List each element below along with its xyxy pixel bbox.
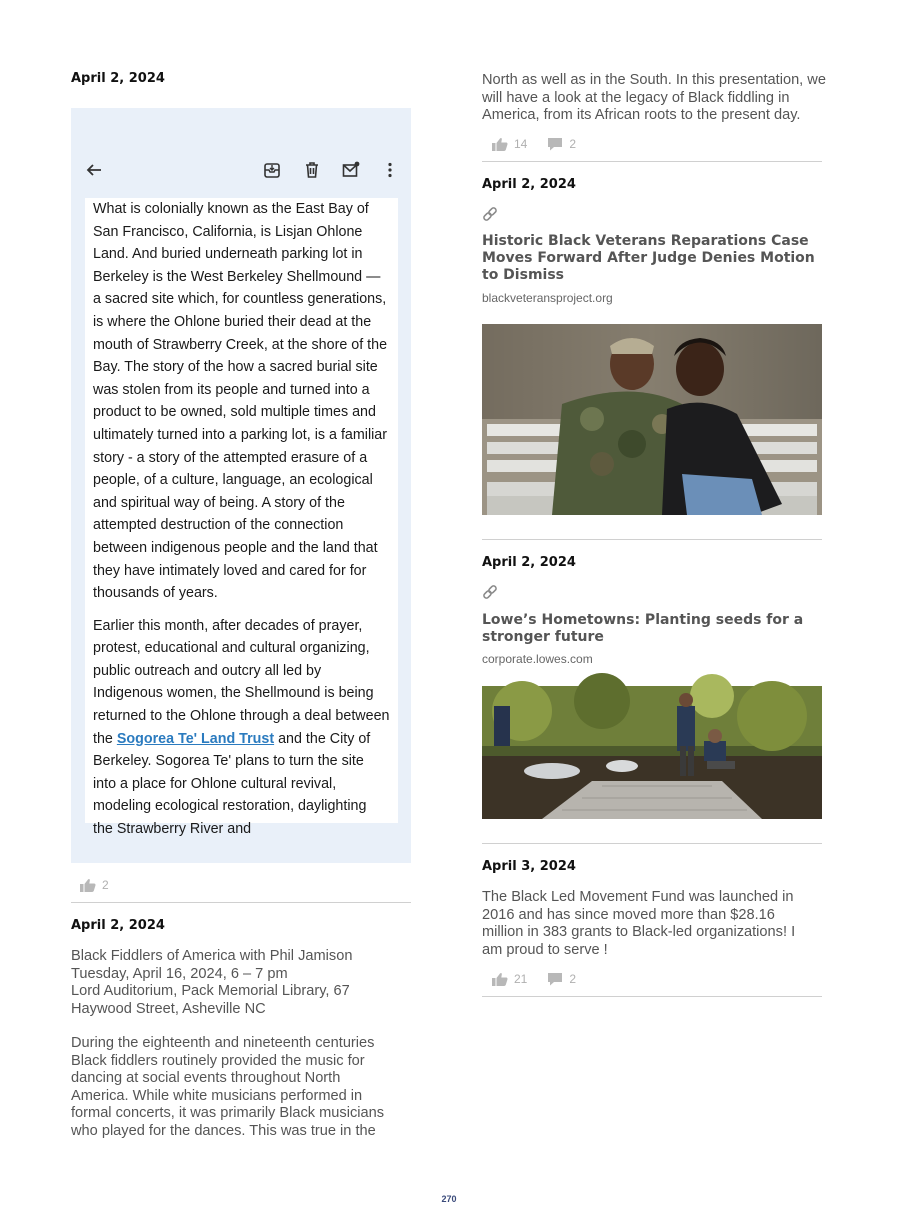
email-paragraph xyxy=(85,615,398,841)
archive-icon xyxy=(263,161,281,179)
link-icon xyxy=(482,206,498,222)
garden-photo-image xyxy=(482,686,822,819)
event-description: During the eighteenth and nineteenth centuries Black fiddlers routinely provided the music for dancing at social events throughout North America. While white musicians performed in formal concerts, it was primarily Black musicians who played for the dances. This was true in the xyxy=(71,1035,385,1139)
thumbs-up-icon xyxy=(492,137,508,151)
trash-icon xyxy=(303,161,321,179)
more-vert-icon xyxy=(381,161,399,179)
post-stats xyxy=(80,878,129,892)
veterans-photo-image xyxy=(482,324,822,515)
post-text-continued: North as well as in the South. In this presentation, we will have a look at the legacy of Black fiddling in America, from its African roots to the present day. xyxy=(482,72,826,123)
post-stats xyxy=(492,972,596,986)
like-count: 2 xyxy=(102,878,109,892)
comment-icon xyxy=(547,972,563,986)
thumbs-up-icon xyxy=(492,972,508,986)
link-icon xyxy=(482,584,498,600)
link-domain: blackveteransproject.org xyxy=(482,291,613,305)
event-title: Black Fiddlers of America with Phil Jamison xyxy=(71,948,353,964)
comment-count: 2 xyxy=(569,972,577,986)
comment-icon xyxy=(547,137,563,151)
divider xyxy=(71,902,411,903)
event-location: Lord Auditorium, Pack Memorial Library, 67 Haywood Street, Asheville NC xyxy=(71,983,350,1017)
post-date: April 2, 2024 xyxy=(71,918,165,933)
divider xyxy=(482,843,822,844)
post-date: April 3, 2024 xyxy=(482,859,576,874)
post-text: The Black Led Movement Fund was launched in 2016 and has since moved more than $28.16 million in 383 grants to Black-led organizations! I am proud to serve ! xyxy=(482,889,796,958)
post-date: April 2, 2024 xyxy=(482,555,576,570)
email-body xyxy=(85,198,398,838)
post-date: April 2, 2024 xyxy=(71,71,165,86)
mark-unread-icon xyxy=(342,161,360,179)
like-count: 14 xyxy=(514,137,528,151)
link-title[interactable]: Historic Black Veterans Reparations Case Moves Forward After Judge Denies Motion to Dismiss xyxy=(482,233,815,283)
veterans-photo[interactable] xyxy=(482,324,822,515)
divider xyxy=(482,996,822,997)
link-title[interactable]: Lowe’s Hometowns: Planting seeds for a stronger future xyxy=(482,612,804,645)
garden-photo[interactable] xyxy=(482,686,822,819)
email-screenshot xyxy=(71,108,411,863)
page-number: 270 xyxy=(441,1194,457,1204)
email-text: Earlier this month, after decades of prayer, protest, educational and cultural organizing, public outreach and outcry all led by Indigenous women, the Shellmound is being returned to the Ohlone through a deal between the xyxy=(93,617,390,747)
divider xyxy=(482,539,822,540)
back-arrow-icon xyxy=(85,161,103,179)
event-details xyxy=(71,948,381,1018)
like-count: 21 xyxy=(514,972,528,986)
post-date: April 2, 2024 xyxy=(482,177,576,192)
link-domain: corporate.lowes.com xyxy=(482,652,593,666)
email-text: and the City of Berkeley. Sogorea Te' plans to turn the site into a place for Ohlone cultural revival, modeling ecological restoration, daylighting the Strawberry River and xyxy=(93,730,371,838)
thumbs-up-icon xyxy=(80,878,96,892)
email-paragraph: What is colonially known as the East Bay of San Francisco, California, is Lisjan Ohlone Land. And buried underneath parking lot in Berkeley is the West Berkeley Shellmound — a sacred site which, for countless generations, is where the Ohlone buried their dead at the mouth of Strawberry Creek, at the shore of the Bay. The story of the how a sacred burial site was stolen from its people and turned into a product to be owned, sold multiple times and ultimately turned into a parking lot, is a familiar story - a story of the attempted erasure of a people, of a culture, language, an ecological and spiritual way of being. A story of the attempted destruction of the connection between indigenous people and the land that they have intimately loved and cared for for thousands of years. xyxy=(93,201,388,602)
event-time: Tuesday, April 16, 2024, 6 – 7 pm xyxy=(71,965,288,982)
comment-count: 2 xyxy=(569,137,577,151)
divider xyxy=(482,161,822,162)
post-stats xyxy=(492,137,596,151)
land-trust-link: Sogorea Te' Land Trust xyxy=(116,730,275,747)
